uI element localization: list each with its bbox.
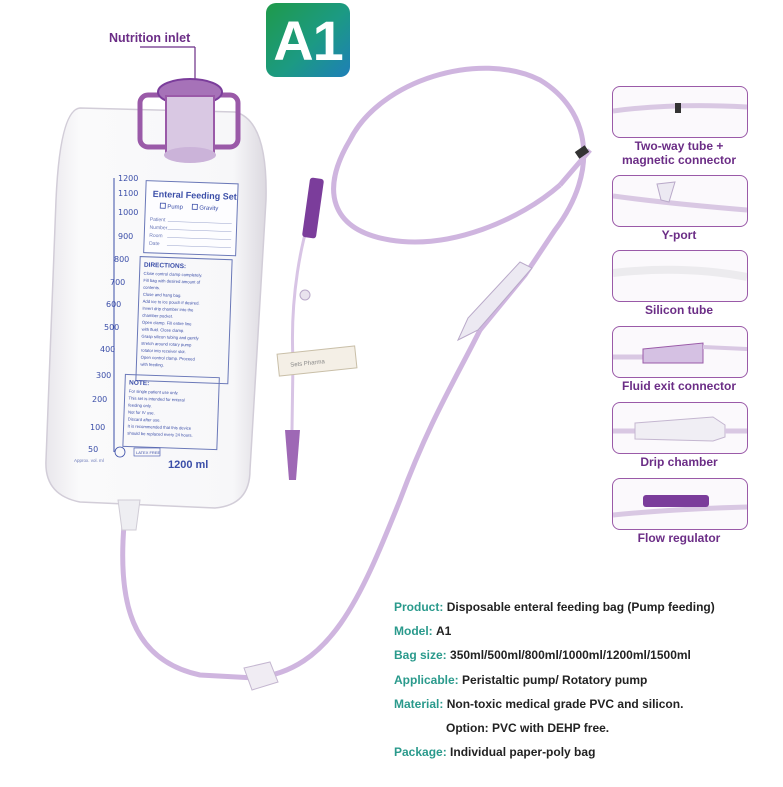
spec-list <box>394 600 715 769</box>
label-fluid-exit-connector: Fluid exit connector <box>621 379 736 393</box>
capacity-text: 1200 ml <box>168 459 209 471</box>
svg-text:It is recommended that this de: It is recommended that this device <box>127 423 192 431</box>
svg-text:500: 500 <box>104 323 120 332</box>
label-drip-chamber: Drip chamber <box>640 455 718 469</box>
spec-model: Model: A1 <box>394 624 452 639</box>
label-y-port: Y-port <box>661 228 697 242</box>
approx-text: Approx. vol. ml <box>74 458 104 463</box>
svg-text:with feeding.: with feeding. <box>140 361 165 368</box>
svg-text:DIRECTIONS:: DIRECTIONS: <box>143 261 187 271</box>
svg-text:should be replaced every 24 ho: should be replaced every 24 hours. <box>127 430 193 438</box>
svg-text:For single patient use only.: For single patient use only. <box>128 388 179 396</box>
svg-text:Close control clamp completely: Close control clamp completely. <box>143 270 203 278</box>
svg-text:with fluid. Close clamp.: with fluid. Close clamp. <box>141 326 185 334</box>
svg-text:Open control clamp. Proceed: Open control clamp. Proceed <box>140 354 195 362</box>
label-silicon-tube: Silicon tube <box>644 303 713 317</box>
thumb-silicon-tube <box>612 250 748 302</box>
svg-text:Discard after use.: Discard after use. <box>127 416 161 423</box>
svg-text:700: 700 <box>110 278 126 287</box>
svg-text:Room: Room <box>149 232 163 240</box>
spec-applicable: Applicable: Peristaltic pump/ Rotatory pump <box>394 672 648 687</box>
svg-text:1100: 1100 <box>118 189 139 198</box>
thumb-y-port <box>612 175 748 227</box>
svg-text:Add ice to ice pouch if desire: Add ice to ice pouch if desired. <box>142 298 200 306</box>
svg-text:Invert drip chamber into the: Invert drip chamber into the <box>142 305 194 313</box>
svg-text:NOTE:: NOTE: <box>128 379 150 388</box>
thumb-flow-regulator <box>612 478 748 530</box>
connector-cap <box>285 430 300 480</box>
svg-text:800: 800 <box>114 255 130 264</box>
spec-bag-size: Bag size: 350ml/500ml/800ml/1000ml/1200ml/1500ml <box>394 648 691 663</box>
spec-material: Material: Non-toxic medical grade PVC and silicon. <box>394 696 684 711</box>
latex-free-text: LATEX FREE <box>136 450 161 455</box>
spec-product: Product: Disposable enteral feeding bag (Pump feeding) <box>394 600 715 614</box>
svg-text:50: 50 <box>88 445 99 454</box>
upper-tube <box>334 68 584 330</box>
svg-text:feeding only.: feeding only. <box>128 402 152 409</box>
svg-text:Fill bag with desired amount o: Fill bag with desired amount of <box>143 277 201 285</box>
svg-text:Date: Date <box>148 240 160 248</box>
svg-text:Open clamp. Fill entire line: Open clamp. Fill entire line <box>141 319 192 327</box>
svg-text:chamber pocket.: chamber pocket. <box>142 312 174 319</box>
bag-label <box>144 181 238 256</box>
svg-text:Number: Number <box>149 224 168 232</box>
svg-text:This set is intended for enter: This set is intended for enteral <box>128 395 185 403</box>
label-two-way-tube: Two-way tube + magnetic connector <box>621 139 737 167</box>
svg-text:600: 600 <box>106 300 122 309</box>
thumb-fluid-exit-connector <box>612 326 748 378</box>
svg-text:Not for IV use.: Not for IV use. <box>127 409 155 416</box>
nutrition-inlet-label: Nutrition inlet <box>109 31 191 45</box>
svg-text:400: 400 <box>100 345 116 354</box>
svg-text:Enteral Feeding Set: Enteral Feeding Set <box>152 188 237 202</box>
svg-text:stretch around rotary pump: stretch around rotary pump <box>141 340 192 348</box>
svg-text:100: 100 <box>90 423 106 432</box>
svg-text:300: 300 <box>96 371 112 380</box>
svg-text:Pump: Pump <box>167 204 184 211</box>
svg-text:200: 200 <box>92 395 108 404</box>
svg-text:Patient: Patient <box>149 216 166 224</box>
svg-text:rotator into receiver slot.: rotator into receiver slot. <box>140 347 186 355</box>
thumb-drip-chamber <box>612 402 748 454</box>
svg-text:1200: 1200 <box>118 174 139 183</box>
flow-regulator <box>302 177 324 238</box>
inlet-base <box>164 147 216 163</box>
spec-package: Package: Individual paper-poly bag <box>394 745 596 760</box>
thumb-two-way-tube <box>612 86 748 138</box>
bag-outlet <box>118 500 140 530</box>
svg-text:Gravity: Gravity <box>199 205 219 213</box>
model-badge: A1 <box>266 3 350 77</box>
svg-text:Grasp silicon tubing and gentl: Grasp silicon tubing and gently <box>141 333 199 341</box>
spec-option: Option: PVC with DEHP free. <box>446 720 610 735</box>
label-flow-regulator: Flow regulator <box>637 531 721 545</box>
drip-chamber <box>458 262 532 340</box>
tag-text: Sets Pharma <box>290 359 326 369</box>
svg-text:Close and hang bag.: Close and hang bag. <box>142 291 182 299</box>
tube-end <box>560 150 590 185</box>
svg-text:1000: 1000 <box>118 208 139 217</box>
svg-text:900: 900 <box>118 232 134 241</box>
svg-text:contents.: contents. <box>143 284 161 291</box>
y-port <box>300 290 310 300</box>
bottom-connector <box>244 662 278 690</box>
